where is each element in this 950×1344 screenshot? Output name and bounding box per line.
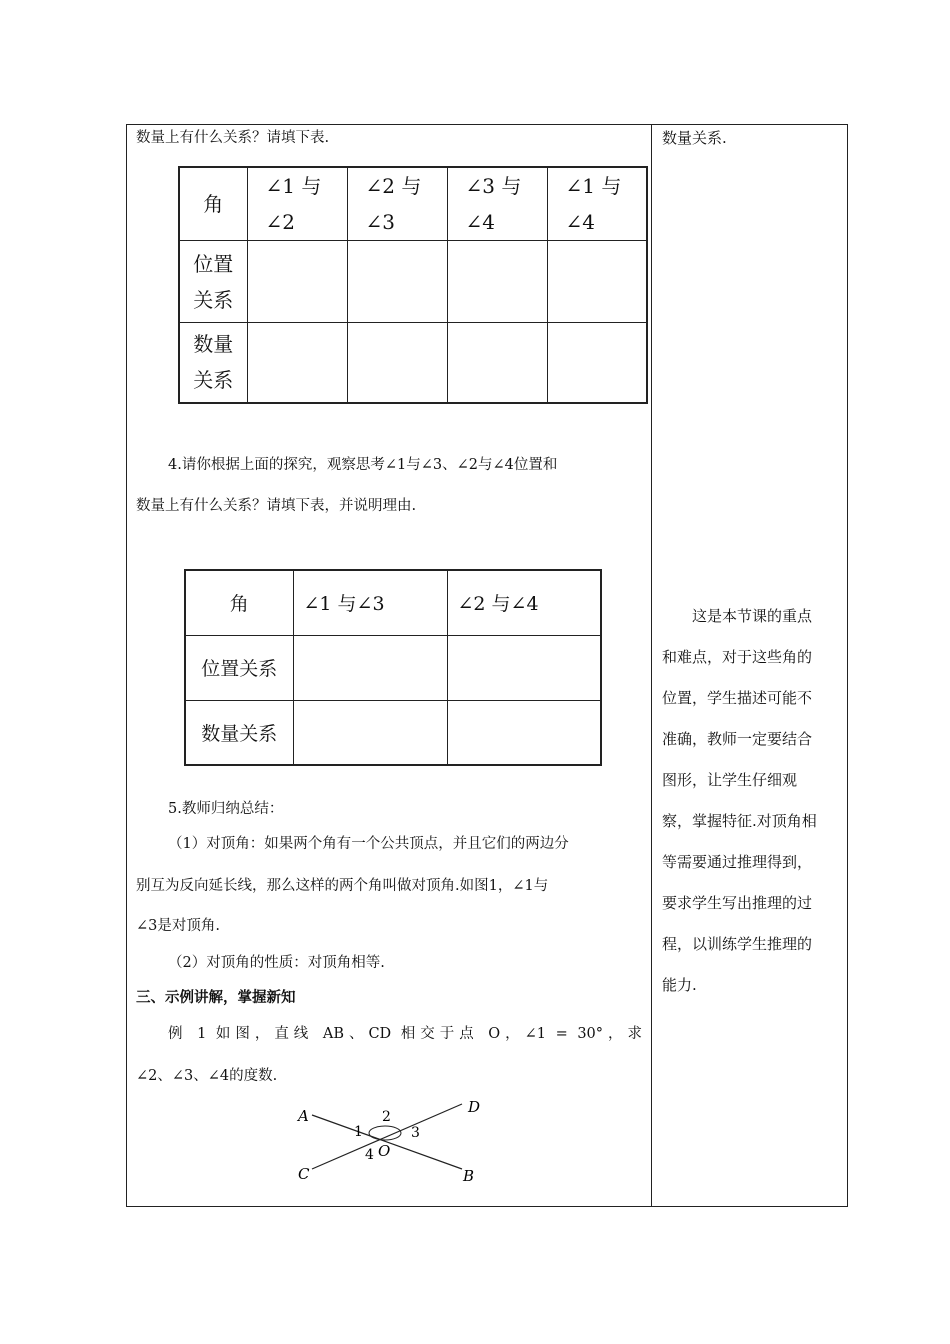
t1-cell [547,323,647,403]
t1-col-header: ∠3 与 ∠4 [447,167,547,241]
item5-title: 5.教师归纳总结： [168,801,284,817]
side-note [662,596,817,1006]
t1-cell [247,241,347,323]
t2-row-header: 位置关系 [185,635,293,700]
item4-line2: 数量上有什么关系？请填下表，并说明理由. [136,498,417,514]
t2-cell [293,635,447,700]
t1-cell [447,241,547,323]
side-note-line: 察，掌握特征.对顶角相 [662,812,817,830]
t2-row-header: 数量关系 [185,700,293,765]
label-b: B [463,1167,475,1185]
t1-row-header: 位置 关系 [179,241,247,323]
side-top-line: 数量关系. [662,129,727,147]
example1-line1: 例 1 如图，直线 AB、CD 相交于点 O，∠1 = 30°，求 [168,1026,642,1042]
item5-p2: （2）对顶角的性质：对顶角相等. [168,955,385,971]
side-note-line: 图形，让学生仔细观 [662,771,798,789]
side-note-line: 程，以训练学生推理的 [662,935,813,953]
t1-col-header: ∠1 与 ∠2 [247,167,347,241]
label-a: A [298,1107,309,1125]
side-note-line: 准确，教师一定要结合 [662,730,813,748]
t1-cell [547,241,647,323]
t2-header-label: 角 [185,570,293,635]
item4-line1: 4.请你根据上面的探究，观察思考∠1与∠3、∠2与∠4位置和 [168,457,558,473]
angle-table-1 [178,166,648,404]
angle-table-2 [184,569,602,766]
section3-heading: 三、示例讲解，掌握新知 [136,989,296,1006]
intersecting-lines-figure [290,1095,490,1190]
label-2: 2 [382,1109,391,1125]
t1-row-header: 数量 关系 [179,323,247,403]
label-4: 4 [365,1147,374,1163]
item5-p1-line2: 别互为反向延长线，那么这样的两个角叫做对顶角.如图1，∠1与 [136,878,549,894]
side-note-line: 这是本节课的重点 [662,607,813,625]
side-note-line: 和难点，对于这些角的 [662,648,813,666]
side-note-line: 能力. [662,976,697,994]
side-note-line: 要求学生写出推理的过 [662,894,813,912]
t1-col-header: ∠2 与 ∠3 [347,167,447,241]
label-o: O [378,1142,391,1160]
t1-col-header: ∠1 与 ∠4 [547,167,647,241]
example1-line2: ∠2、∠3、∠4的度数. [136,1068,278,1084]
t1-cell [447,323,547,403]
label-1: 1 [354,1124,363,1140]
t2-col-header: ∠1 与∠3 [293,570,447,635]
t1-cell [347,323,447,403]
t2-cell [447,635,601,700]
item5-p1-line1: （1）对顶角：如果两个角有一个公共顶点，并且它们的两边分 [168,836,569,852]
item5-p1-line3: ∠3是对顶角. [136,918,220,934]
side-note-line: 等需要通过推理得到， [662,853,813,871]
intro-line: 数量上有什么关系？请填下表. [136,130,330,146]
t1-header-label: 角 [179,167,247,241]
t2-col-header: ∠2 与∠4 [447,570,601,635]
column-divider [651,124,652,1207]
side-note-line: 位置，学生描述可能不 [662,689,813,707]
t1-cell [347,241,447,323]
t2-cell [447,700,601,765]
label-c: C [298,1165,310,1183]
t1-cell [247,323,347,403]
t2-cell [293,700,447,765]
label-3: 3 [411,1125,420,1141]
label-d: D [468,1098,481,1116]
